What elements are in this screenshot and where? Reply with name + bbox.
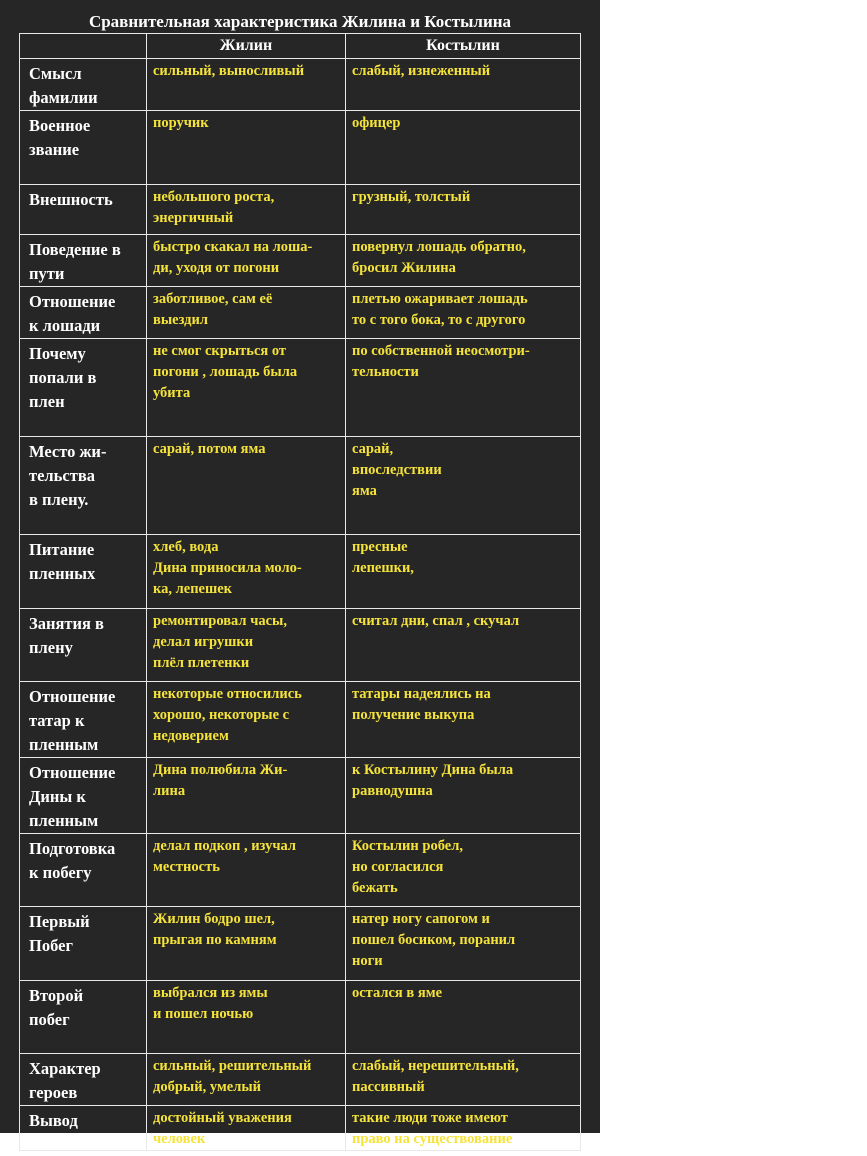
kostylin-cell: повернул лошадь обратно, бросил Жилина [346,235,581,287]
kostylin-cell: остался в яме [346,981,581,1054]
table-row [20,535,581,609]
row-label: Характер героев [20,1054,147,1106]
row-label: Подготовка к побегу [20,834,147,907]
zhilin-cell: выбрался из ямы и пошел ночью [147,981,346,1054]
table-row [20,287,581,339]
table-row [20,609,581,682]
table-row [20,682,581,758]
zhilin-cell: делал подкоп , изучал местность [147,834,346,907]
row-label: Смысл фамилии [20,59,147,111]
header-zhilin: Жилин [147,34,346,59]
zhilin-cell: сильный, решительный добрый, умелый [147,1054,346,1106]
kostylin-cell: грузный, толстый [346,185,581,235]
zhilin-cell: сильный, выносливый [147,59,346,111]
zhilin-cell: хлеб, вода Дина приносила моло- ка, лепешек [147,535,346,609]
zhilin-cell: поручик [147,111,346,185]
table-row [20,1106,581,1151]
row-label: Занятия в плену [20,609,147,682]
table-row [20,758,581,834]
kostylin-cell: натер ногу сапогом и пошел босиком, поранил ноги [346,907,581,981]
kostylin-cell: сарай, впоследствии яма [346,437,581,535]
kostylin-cell: Костылин робел, но согласился бежать [346,834,581,907]
zhilin-cell: быстро скакал на лоша- ди, уходя от погони [147,235,346,287]
row-label: Вывод [20,1106,147,1151]
row-label: Место жи- тельства в плену. [20,437,147,535]
comparison-table [19,33,581,1151]
row-label: Первый Побег [20,907,147,981]
kostylin-cell: плетью ожаривает лошадь то с того бока, то с другого [346,287,581,339]
table-row [20,235,581,287]
table-row [20,59,581,111]
table-row [20,437,581,535]
zhilin-cell: ремонтировал часы, делал игрушки плёл плетенки [147,609,346,682]
kostylin-cell: слабый, нерешительный, пассивный [346,1054,581,1106]
table-row [20,834,581,907]
kostylin-cell: к Костылину Дина была равнодушна [346,758,581,834]
zhilin-cell: сарай, потом яма [147,437,346,535]
kostylin-cell: по собственной неосмотри- тельности [346,339,581,437]
table-row [20,185,581,235]
kostylin-cell: татары надеялись на получение выкупа [346,682,581,758]
table-row [20,1054,581,1106]
zhilin-cell: заботливое, сам её выездил [147,287,346,339]
kostylin-cell: считал дни, спал , скучал [346,609,581,682]
zhilin-cell: некоторые относились хорошо, некоторые с недоверием [147,682,346,758]
kostylin-cell: офицер [346,111,581,185]
row-label: Военное звание [20,111,147,185]
header-empty-cell [20,34,147,59]
kostylin-cell: пресные лепешки, [346,535,581,609]
row-label: Отношение к лошади [20,287,147,339]
kostylin-cell: слабый, изнеженный [346,59,581,111]
table-header-row [20,34,581,59]
row-label: Отношение Дины к пленным [20,758,147,834]
kostylin-cell: такие люди тоже имеют право на существование [346,1106,581,1151]
table-row [20,981,581,1054]
row-label: Отношение татар к пленным [20,682,147,758]
row-label: Второй побег [20,981,147,1054]
zhilin-cell: Дина полюбила Жи- лина [147,758,346,834]
zhilin-cell: достойный уважения человек [147,1106,346,1151]
table-row [20,907,581,981]
zhilin-cell: Жилин бодро шел, прыгая по камням [147,907,346,981]
row-label: Внешность [20,185,147,235]
zhilin-cell: небольшого роста, энергичный [147,185,346,235]
row-label: Поведение в пути [20,235,147,287]
row-label: Почему попали в плен [20,339,147,437]
header-kostylin: Костылин [346,34,581,59]
table-row [20,111,581,185]
document-title: Сравнительная характеристика Жилина и Костылина [88,12,512,31]
zhilin-cell: не смог скрыться от погони , лошадь была убита [147,339,346,437]
row-label: Питание пленных [20,535,147,609]
table-row [20,339,581,437]
